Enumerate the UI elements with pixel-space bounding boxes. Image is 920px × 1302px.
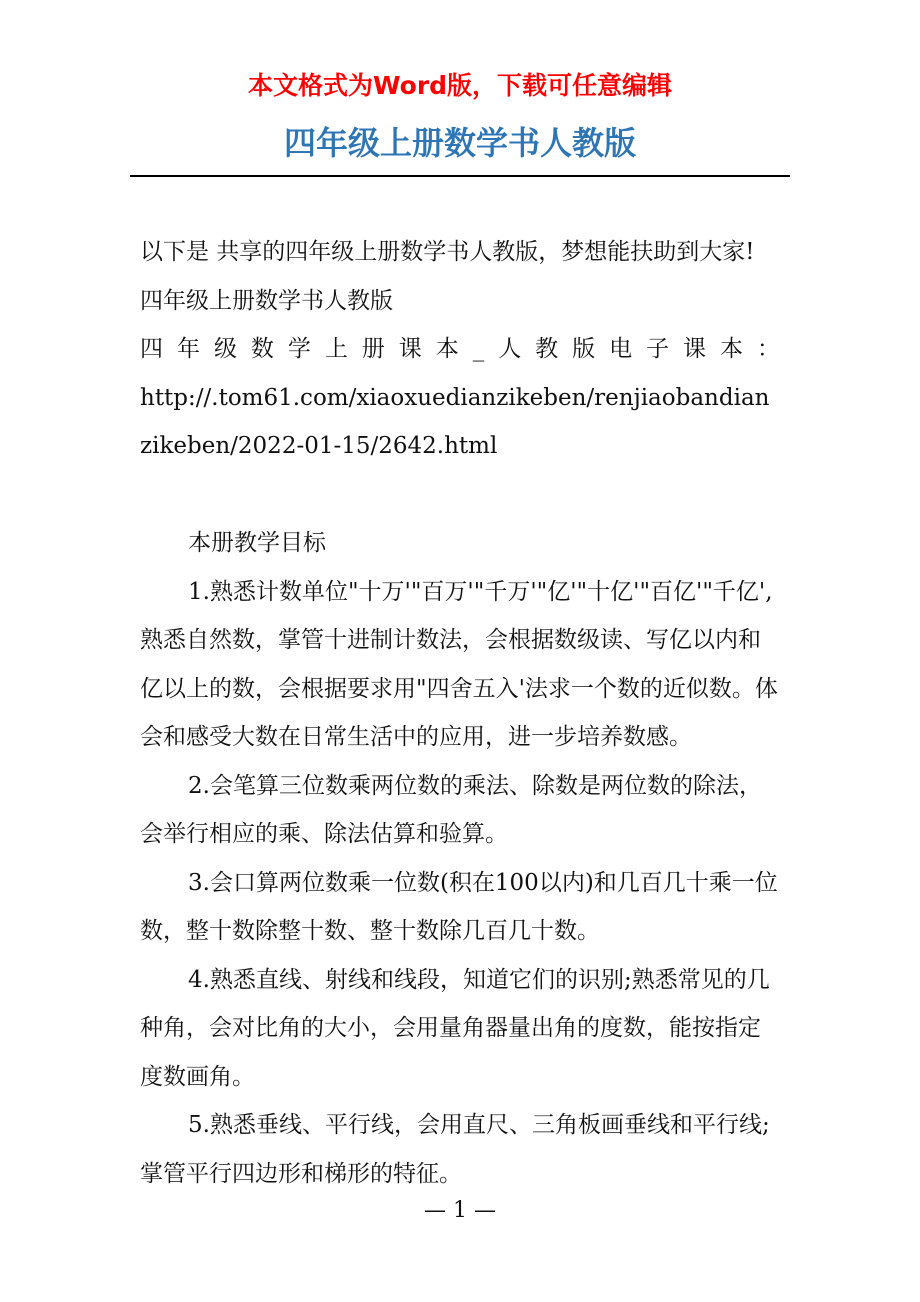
goal-paragraph-4: 4.熟悉直线、射线和线段，知道它们的识别;熟悉常见的几种角，会对比角的大小，会用量角器量出角的度数，能按指定度数画角。	[140, 966, 770, 1090]
title-divider	[130, 175, 790, 177]
download-notice: 本文格式为Word版，下载可任意编辑	[247, 71, 673, 100]
goal-paragraph-3: 3.会口算两位数乘一位数(积在100以内)和几百几十乘一位数，整十数除整十数、整十数除几百几十数。	[140, 869, 778, 944]
ebook-link-url[interactable]: http://.tom61.com/xiaoxuedianzikeben/renjiaobandianzikeben/2022-01-15/2642.html	[140, 384, 770, 459]
goal-paragraph-5: 5.熟悉垂线、平行线，会用直尺、三角板画垂线和平行线;掌管平行四边形和梯形的特征。	[140, 1112, 770, 1187]
document-body	[140, 228, 801, 1198]
document-title: 四年级上册数学书人教版	[283, 124, 636, 162]
goal-paragraph-2: 2.会笔算三位数乘两位数的乘法、除数是两位数的除法，会举行相应的乘、除法估算和验算。	[140, 772, 762, 847]
section-heading: 本册教学目标	[188, 530, 326, 556]
goal-paragraph-1: 1.熟悉计数单位"十万'"百万'"千万'"亿'"十亿'"百亿'"千亿',熟悉自然数，掌管十进制计数法，会根据数级读、写亿以内和亿以上的数，会根据要求用"四舍五入'法求一个数的近似数。体会和感受大数在日常生活中的应用，进一步培养数感。	[140, 578, 778, 750]
page-number: — 1 —	[424, 1198, 496, 1223]
ebook-link-label: 四年级数学上册课本_人教版电子课本：	[140, 336, 780, 362]
paragraph-gap	[140, 471, 780, 520]
intro-paragraph: 以下是 共享的四年级上册数学书人教版，梦想能扶助到大家! 四年级上册数学书人教版	[140, 239, 801, 314]
